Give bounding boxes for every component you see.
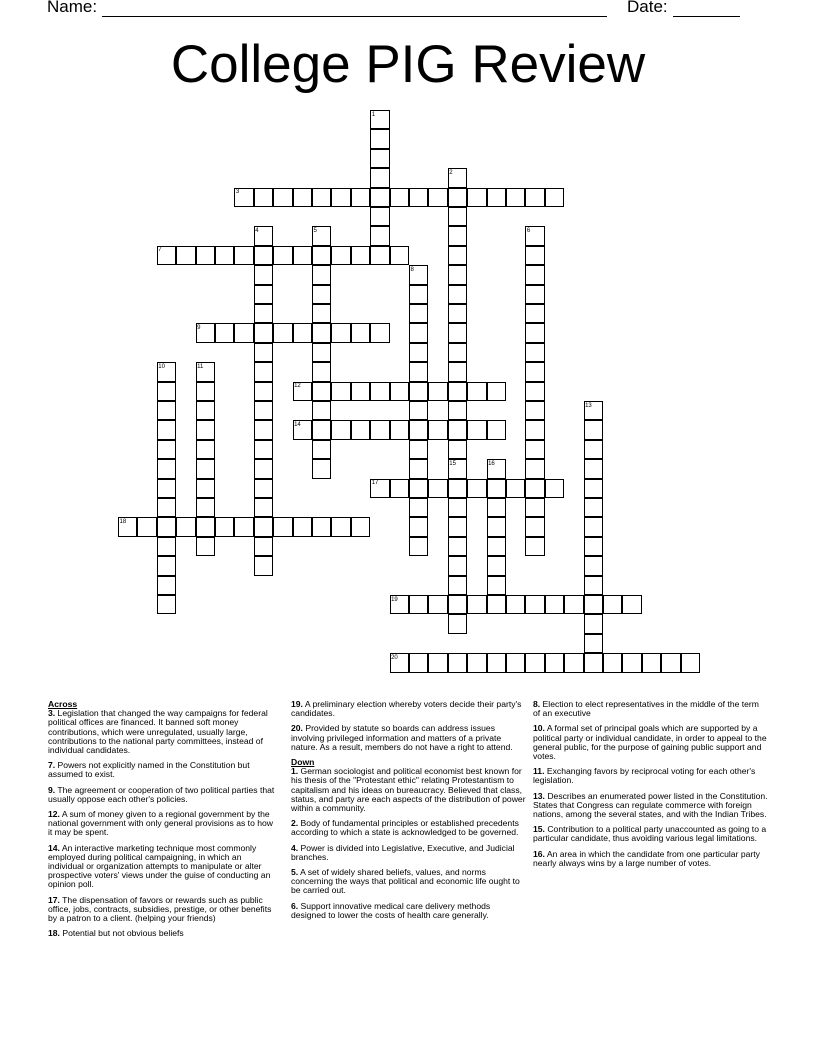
grid-cell[interactable]	[273, 246, 292, 265]
grid-cell[interactable]	[525, 401, 544, 420]
clue-number-label: 2	[449, 169, 453, 176]
grid-cell[interactable]	[525, 323, 544, 342]
grid-cell[interactable]	[448, 479, 467, 498]
grid-cell[interactable]	[273, 323, 292, 342]
grid-cell[interactable]	[254, 459, 273, 478]
clue-item	[48, 844, 278, 890]
grid-cell[interactable]	[196, 498, 215, 517]
grid-cell[interactable]	[312, 517, 331, 536]
grid-cell[interactable]	[157, 517, 176, 536]
grid-cell[interactable]	[409, 188, 428, 207]
grid-cell[interactable]	[584, 653, 603, 672]
clue-item	[533, 850, 768, 868]
clue-number: 6.	[291, 900, 299, 911]
clue-number-label: 19	[391, 596, 398, 603]
grid-cell[interactable]	[331, 382, 350, 401]
grid-cell[interactable]	[351, 246, 370, 265]
grid-cell[interactable]	[293, 323, 312, 342]
grid-cell[interactable]	[603, 653, 622, 672]
clue-item	[533, 792, 768, 820]
grid-cell[interactable]	[254, 343, 273, 362]
grid-cell[interactable]	[370, 188, 389, 207]
clue-number: 4.	[291, 842, 299, 853]
grid-cell[interactable]	[448, 556, 467, 575]
grid-cell[interactable]	[448, 595, 467, 614]
grid-cell[interactable]	[312, 188, 331, 207]
grid-cell[interactable]	[312, 440, 331, 459]
grid-cell[interactable]	[254, 498, 273, 517]
clue-column-3	[533, 700, 768, 874]
grid-cell[interactable]	[661, 653, 680, 672]
grid-cell[interactable]	[525, 343, 544, 362]
grid-cell[interactable]	[157, 459, 176, 478]
grid-cell[interactable]	[545, 595, 564, 614]
grid-cell[interactable]	[525, 188, 544, 207]
grid-cell[interactable]	[234, 246, 253, 265]
date-label: Date:	[627, 0, 668, 16]
clue-number-label: 16	[488, 460, 495, 467]
grid-cell[interactable]	[312, 323, 331, 342]
grid-cell[interactable]	[545, 479, 564, 498]
grid-cell[interactable]	[584, 479, 603, 498]
clue-number-label: 6	[526, 227, 531, 234]
clue-number-label: 9	[197, 324, 201, 331]
grid-cell[interactable]	[157, 440, 176, 459]
grid-cell[interactable]	[312, 401, 331, 420]
clue-number-label: 7	[158, 247, 162, 254]
grid-cell[interactable]	[428, 420, 447, 439]
grid-cell[interactable]	[390, 479, 409, 498]
grid-cell[interactable]	[254, 304, 273, 323]
grid-cell[interactable]	[196, 440, 215, 459]
grid-cell[interactable]	[525, 285, 544, 304]
grid-cell[interactable]	[370, 226, 389, 245]
grid-cell[interactable]	[215, 323, 234, 342]
clue-text: Provided by statute so boards can address issues involving privileged information and matters of a private nature. As a result, members do not have a right to attend.	[291, 723, 513, 752]
grid-cell[interactable]	[545, 653, 564, 672]
grid-cell[interactable]	[487, 498, 506, 517]
clue-text: The dispensation of favors or rewards such as public office, jobs, contracts, subsidies, prestige, or other benefits by a patron to a client. (helping your friends)	[48, 894, 272, 924]
grid-cell[interactable]	[506, 188, 525, 207]
clue-number: 11.	[533, 766, 545, 777]
grid-cell[interactable]	[428, 188, 447, 207]
clue-text: Contribution to a political party unaccounted as going to a particular candidate, thus avoiding various legal limitations.	[533, 824, 767, 844]
grid-cell[interactable]	[331, 420, 350, 439]
clue-number-label: 3	[235, 189, 240, 196]
clue-number-label: 14	[294, 421, 301, 428]
grid-cell[interactable]	[525, 653, 544, 672]
grid-cell[interactable]	[254, 537, 273, 556]
clue-item	[48, 896, 278, 924]
grid-cell[interactable]	[525, 382, 544, 401]
grid-cell[interactable]	[525, 595, 544, 614]
clue-number: 2.	[291, 818, 299, 829]
grid-cell[interactable]	[525, 440, 544, 459]
grid-cell[interactable]	[196, 401, 215, 420]
clue-number-label: 1	[371, 111, 376, 118]
grid-cell[interactable]	[428, 479, 447, 498]
grid-cell[interactable]	[409, 420, 428, 439]
grid-cell[interactable]	[448, 537, 467, 556]
grid-cell[interactable]	[370, 323, 389, 342]
clue-item	[48, 786, 278, 804]
grid-cell[interactable]	[603, 595, 622, 614]
grid-cell[interactable]	[312, 343, 331, 362]
grid-cell[interactable]	[448, 576, 467, 595]
grid-cell[interactable]	[331, 517, 350, 536]
grid-cell[interactable]	[448, 226, 467, 245]
grid-cell[interactable]	[448, 362, 467, 381]
grid-cell[interactable]	[525, 420, 544, 439]
grid-cell[interactable]	[448, 382, 467, 401]
grid-cell[interactable]	[428, 595, 447, 614]
clue-number: 14.	[48, 842, 60, 853]
clue-item	[291, 868, 526, 896]
grid-cell[interactable]	[584, 420, 603, 439]
grid-cell[interactable]	[525, 479, 544, 498]
grid-cell[interactable]	[390, 188, 409, 207]
clue-number: 17.	[48, 894, 60, 905]
grid-cell[interactable]	[584, 556, 603, 575]
grid-cell[interactable]	[448, 401, 467, 420]
grid-cell[interactable]	[584, 517, 603, 536]
grid-cell[interactable]	[176, 517, 195, 536]
grid-cell[interactable]	[506, 479, 525, 498]
clue-item	[291, 844, 526, 862]
clue-number: 18.	[48, 928, 60, 939]
clue-number: 19.	[291, 699, 303, 709]
grid-cell[interactable]	[428, 653, 447, 672]
grid-cell[interactable]	[351, 382, 370, 401]
name-label: Name:	[47, 0, 98, 16]
grid-cell[interactable]	[254, 440, 273, 459]
grid-cell[interactable]	[254, 401, 273, 420]
grid-cell[interactable]	[525, 498, 544, 517]
grid-cell[interactable]	[448, 420, 467, 439]
clue-text: Powers not explicitly named in the Constitution but assumed to exist.	[48, 760, 250, 780]
clue-text: Describes an enumerated power listed in the Constitution. States that Congress can regulate commerce with foreign nations, among the several states, and with the Indian Tribes.	[533, 790, 768, 820]
clue-number-label: 20	[391, 654, 398, 661]
grid-cell[interactable]	[370, 420, 389, 439]
grid-cell[interactable]	[370, 246, 389, 265]
clue-text: German sociologist and political economist best known for his thesis of the "Protestant ethic" relating Protestantism to capitalism and his ideas on bureaucracy. Believed that class, status, and party are each aspects of the distribution of power within a community.	[291, 766, 526, 814]
grid-cell[interactable]	[467, 595, 486, 614]
grid-cell[interactable]	[545, 188, 564, 207]
grid-cell[interactable]	[467, 420, 486, 439]
clue-item	[533, 724, 768, 761]
grid-cell[interactable]	[448, 285, 467, 304]
grid-cell[interactable]	[157, 479, 176, 498]
clue-number: 12.	[48, 809, 60, 820]
grid-cell[interactable]	[351, 188, 370, 207]
grid-cell[interactable]	[157, 498, 176, 517]
grid-cell[interactable]	[370, 207, 389, 226]
clue-text: Exchanging favors by reciprocal voting for each other's legislation.	[533, 766, 756, 786]
grid-cell[interactable]	[584, 595, 603, 614]
grid-cell[interactable]	[254, 265, 273, 284]
clue-item	[291, 767, 526, 813]
clue-number: 8.	[533, 699, 541, 709]
grid-cell[interactable]	[293, 517, 312, 536]
grid-cell[interactable]	[409, 382, 428, 401]
clue-item	[48, 761, 278, 779]
grid-cell[interactable]	[467, 382, 486, 401]
grid-cell[interactable]	[409, 323, 428, 342]
grid-cell[interactable]	[622, 653, 641, 672]
grid-cell[interactable]	[506, 653, 525, 672]
grid-cell[interactable]	[293, 246, 312, 265]
clue-item	[291, 724, 526, 752]
grid-cell[interactable]	[409, 653, 428, 672]
grid-cell[interactable]	[215, 246, 234, 265]
grid-cell[interactable]	[254, 556, 273, 575]
grid-cell[interactable]	[215, 517, 234, 536]
grid-cell[interactable]	[487, 382, 506, 401]
grid-cell[interactable]	[467, 653, 486, 672]
grid-cell[interactable]	[409, 401, 428, 420]
clue-number-label: 4	[255, 227, 259, 234]
grid-cell[interactable]	[137, 517, 156, 536]
grid-cell[interactable]	[196, 246, 215, 265]
grid-cell[interactable]	[312, 420, 331, 439]
clue-number: 5.	[291, 867, 299, 878]
grid-cell[interactable]	[196, 420, 215, 439]
grid-cell[interactable]	[409, 285, 428, 304]
grid-cell[interactable]	[409, 537, 428, 556]
clue-item	[48, 810, 278, 838]
grid-cell[interactable]	[467, 188, 486, 207]
page-title: College PIG Review	[170, 35, 646, 94]
clue-text: Potential but not obvious beliefs	[59, 928, 184, 939]
grid-cell[interactable]	[428, 382, 447, 401]
grid-cell[interactable]	[370, 129, 389, 148]
grid-cell[interactable]	[196, 517, 215, 536]
grid-cell[interactable]	[448, 614, 467, 633]
grid-cell[interactable]	[312, 362, 331, 381]
clue-number: 9.	[48, 784, 56, 795]
grid-cell[interactable]	[312, 265, 331, 284]
clue-number-label: 15	[449, 460, 456, 467]
grid-cell[interactable]	[370, 382, 389, 401]
clue-text: An area in which the candidate from one particular party nearly always wins by a large number of votes.	[533, 848, 760, 868]
grid-cell[interactable]	[584, 440, 603, 459]
grid-cell[interactable]	[409, 362, 428, 381]
grid-cell[interactable]	[525, 246, 544, 265]
grid-cell[interactable]	[351, 323, 370, 342]
clue-item	[48, 929, 278, 938]
grid-cell[interactable]	[506, 595, 525, 614]
clue-text: A sum of money given to a regional government by the national government with only general provisions as to how it may be spent.	[48, 809, 273, 838]
grid-cell[interactable]	[487, 188, 506, 207]
grid-cell[interactable]	[525, 362, 544, 381]
grid-cell[interactable]	[390, 420, 409, 439]
grid-cell[interactable]	[157, 420, 176, 439]
grid-cell[interactable]	[487, 537, 506, 556]
grid-cell[interactable]	[525, 537, 544, 556]
grid-cell[interactable]	[448, 265, 467, 284]
clue-number: 3.	[48, 708, 56, 719]
clue-column-2	[291, 700, 526, 926]
grid-cell[interactable]	[525, 265, 544, 284]
grid-cell[interactable]	[157, 382, 176, 401]
grid-cell[interactable]	[487, 479, 506, 498]
clue-number-label: 8	[410, 266, 414, 273]
clue-item	[533, 825, 768, 843]
clue-number: 7.	[48, 760, 56, 771]
grid-cell[interactable]	[642, 653, 661, 672]
grid-cell[interactable]	[584, 576, 603, 595]
grid-cell[interactable]	[254, 285, 273, 304]
grid-cell[interactable]	[351, 517, 370, 536]
clue-item	[291, 700, 526, 718]
grid-cell[interactable]	[525, 517, 544, 536]
grid-cell[interactable]	[681, 653, 700, 672]
grid-cell[interactable]	[467, 479, 486, 498]
grid-cell[interactable]	[448, 653, 467, 672]
grid-cell[interactable]	[254, 362, 273, 381]
grid-cell[interactable]	[351, 420, 370, 439]
grid-cell[interactable]	[564, 595, 583, 614]
grid-cell[interactable]	[487, 653, 506, 672]
grid-cell[interactable]	[584, 614, 603, 633]
grid-cell[interactable]	[622, 595, 641, 614]
grid-cell[interactable]	[525, 459, 544, 478]
grid-cell[interactable]	[448, 343, 467, 362]
grid-cell[interactable]	[196, 537, 215, 556]
grid-cell[interactable]	[448, 246, 467, 265]
grid-cell[interactable]	[254, 479, 273, 498]
clue-text: A set of widely shared beliefs, values, and norms concerning the ways that political and economic life ought to be carried out.	[291, 867, 520, 896]
clue-number: 20.	[291, 723, 303, 734]
grid-cell[interactable]	[564, 653, 583, 672]
grid-cell[interactable]	[254, 246, 273, 265]
clue-text: A formal set of principal goals which are supported by a political party or individual candidate, in order to appeal to the general public, for the purpose of gaining public support and votes.	[533, 723, 767, 762]
grid-cell[interactable]	[157, 556, 176, 575]
grid-cell[interactable]	[157, 401, 176, 420]
grid-cell[interactable]	[487, 556, 506, 575]
grid-cell[interactable]	[448, 188, 467, 207]
grid-cell[interactable]	[409, 595, 428, 614]
grid-cell[interactable]	[370, 149, 389, 168]
clue-number: 10.	[533, 723, 545, 734]
clue-text: Power is divided into Legislative, Executive, and Judicial branches.	[291, 842, 515, 862]
clue-text: Support innovative medical care delivery methods designed to lower the costs of health care generally.	[291, 900, 491, 920]
clue-item	[533, 700, 768, 718]
grid-cell[interactable]	[331, 323, 350, 342]
clue-item	[533, 767, 768, 785]
grid-cell[interactable]	[196, 382, 215, 401]
grid-cell[interactable]	[331, 246, 350, 265]
grid-cell[interactable]	[409, 479, 428, 498]
clue-text: Body of fundamental principles or established precedents according to which a state is acknowledged to be governed.	[291, 818, 519, 838]
grid-cell[interactable]	[234, 323, 253, 342]
grid-cell[interactable]	[487, 517, 506, 536]
grid-cell[interactable]	[293, 188, 312, 207]
grid-cell[interactable]	[273, 188, 292, 207]
clue-item	[291, 819, 526, 837]
grid-cell[interactable]	[196, 459, 215, 478]
grid-cell[interactable]	[254, 382, 273, 401]
clue-item	[291, 902, 526, 920]
grid-cell[interactable]	[448, 498, 467, 517]
clue-number-label: 5	[313, 227, 317, 234]
grid-cell[interactable]	[584, 459, 603, 478]
grid-cell[interactable]	[157, 576, 176, 595]
grid-cell[interactable]	[157, 537, 176, 556]
clue-number-label: 18	[119, 518, 127, 525]
clue-item	[48, 709, 278, 755]
grid-cell[interactable]	[234, 517, 253, 536]
grid-cell[interactable]	[196, 479, 215, 498]
across-heading: Across	[48, 699, 78, 709]
grid-cell[interactable]	[390, 382, 409, 401]
clue-number: 16.	[533, 848, 545, 859]
clue-text: Legislation that changed the way campaigns for federal political offices are financed. It banned soft money contributions, which were unregulated, usually large, contributions to the national party committees, instead of individual candidates.	[48, 708, 268, 756]
clue-number-label: 17	[371, 480, 379, 487]
grid-cell[interactable]	[157, 595, 176, 614]
grid-cell[interactable]	[487, 420, 506, 439]
clue-number: 13.	[533, 790, 545, 801]
grid-cell[interactable]	[409, 517, 428, 536]
grid-cell[interactable]	[370, 168, 389, 187]
clue-text: A preliminary election whereby voters decide their party's candidates.	[291, 699, 522, 719]
grid-cell[interactable]	[312, 459, 331, 478]
grid-cell[interactable]	[448, 440, 467, 459]
grid-cell[interactable]	[176, 246, 195, 265]
grid-cell[interactable]	[409, 459, 428, 478]
grid-cell[interactable]	[312, 246, 331, 265]
grid-cell[interactable]	[409, 304, 428, 323]
grid-cell[interactable]	[254, 420, 273, 439]
grid-cell[interactable]	[312, 285, 331, 304]
grid-cell[interactable]	[409, 440, 428, 459]
grid-cell[interactable]	[312, 382, 331, 401]
grid-cell[interactable]	[525, 304, 544, 323]
grid-cell[interactable]	[487, 576, 506, 595]
grid-cell[interactable]	[254, 323, 273, 342]
grid-cell[interactable]	[273, 517, 292, 536]
grid-cell[interactable]	[254, 517, 273, 536]
grid-cell[interactable]	[448, 323, 467, 342]
clue-number-label: 10	[158, 363, 165, 370]
clue-number: 1.	[291, 766, 299, 777]
clue-number: 15.	[533, 824, 545, 835]
grid-cell[interactable]	[312, 304, 331, 323]
grid-cell[interactable]	[409, 343, 428, 362]
clue-text: The agreement or cooperation of two political parties that usually oppose each other's policies.	[48, 784, 275, 804]
grid-cell[interactable]	[448, 207, 467, 226]
grid-cell[interactable]	[254, 188, 273, 207]
grid-cell[interactable]	[409, 498, 428, 517]
grid-cell[interactable]	[584, 634, 603, 653]
grid-cell[interactable]	[448, 304, 467, 323]
grid-cell[interactable]	[584, 537, 603, 556]
grid-cell[interactable]	[448, 517, 467, 536]
grid-cell[interactable]	[584, 498, 603, 517]
down-heading: Down	[291, 757, 315, 768]
clue-number-label: 11	[197, 363, 204, 370]
clue-text: An interactive marketing technique most commonly employed during political campaigning, in which an individual or organization attempts to manipulate or alter prospective voters' views under the guise of conducting an opinion poll.	[48, 842, 271, 890]
clue-column-1	[48, 700, 278, 944]
clue-text: Election to elect representatives in the middle of the term of an executive	[533, 699, 759, 719]
clue-number-label: 12	[294, 383, 301, 390]
grid-cell[interactable]	[487, 595, 506, 614]
clue-number-label: 13	[585, 402, 592, 409]
grid-cell[interactable]	[390, 246, 409, 265]
grid-cell[interactable]	[331, 188, 350, 207]
